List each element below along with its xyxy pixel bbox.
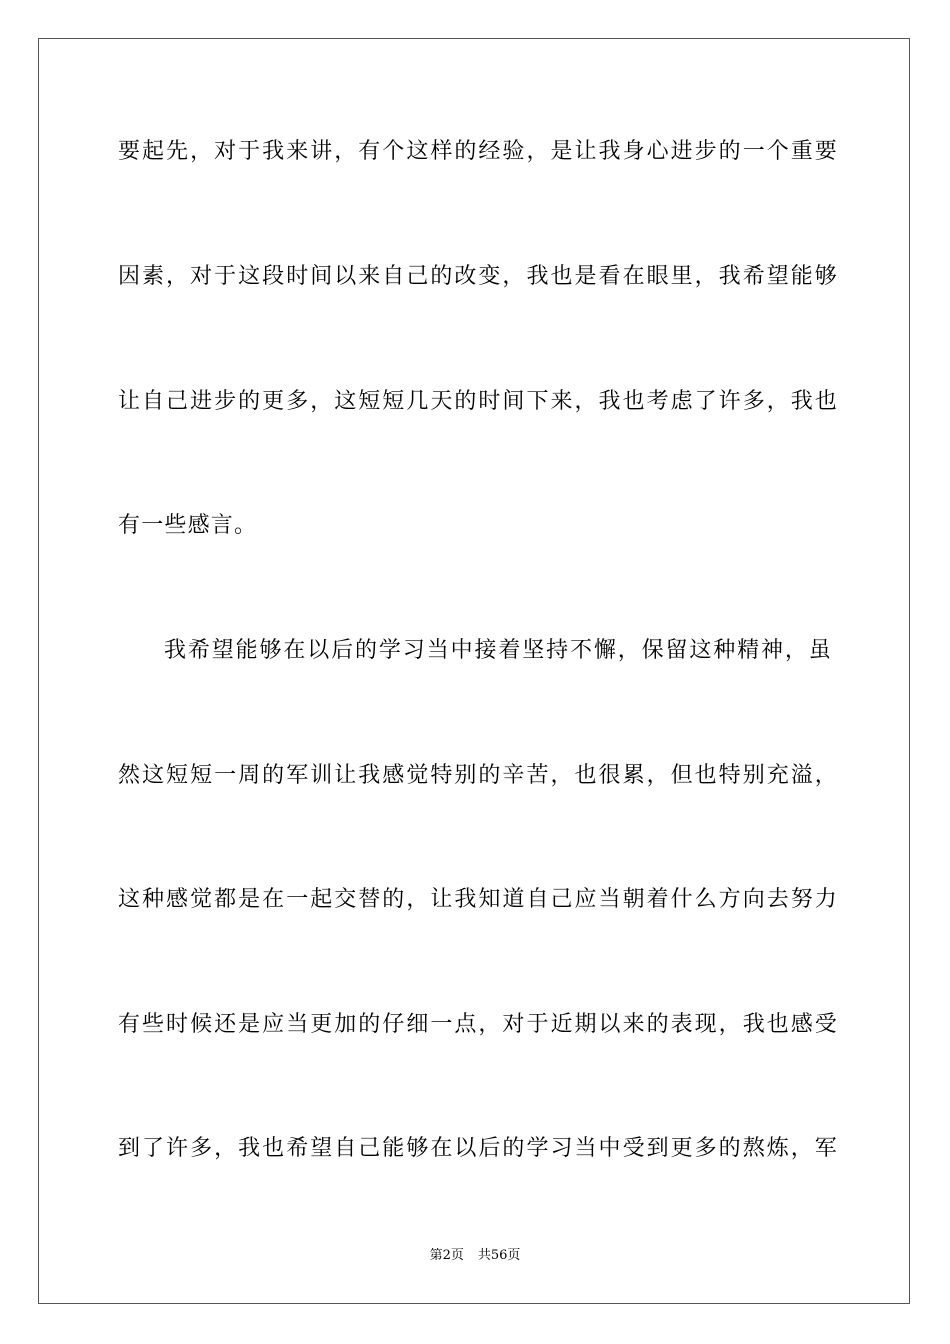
paragraph-line-6: 然这短短一周的军训让我感觉特别的辛苦，也很累，但也特别充溢， — [118, 763, 838, 788]
paragraph-line-5: 我希望能够在以后的学习当中接着坚持不懈，保留这种精神，虽 — [164, 638, 832, 663]
page-border — [38, 38, 910, 1304]
paragraph-line-8: 有些时候还是应当更加的仔细一点，对于近期以来的表现，我也感受 — [118, 1012, 838, 1037]
paragraph-line-7: 这种感觉都是在一起交替的，让我知道自己应当朝着什么方向去努力 — [118, 887, 838, 912]
paragraph-line-1: 要起先，对于我来讲，有个这样的经验，是让我身心进步的一个重要 — [118, 139, 838, 164]
paragraph-line-9: 到了许多，我也希望自己能够在以后的学习当中受到更多的熬炼，军 — [118, 1136, 838, 1161]
paragraph-line-3: 让自己进步的更多，这短短几天的时间下来，我也考虑了许多，我也 — [118, 389, 838, 414]
page-number: 第2页 — [429, 1248, 464, 1263]
paragraph-line-4: 有一些感言。 — [118, 513, 258, 538]
paragraph-line-2: 因素，对于这段时间以来自己的改变，我也是看在眼里，我希望能够 — [118, 264, 838, 289]
page-total: 共56页 — [477, 1248, 521, 1263]
page-footer — [0, 1247, 950, 1265]
